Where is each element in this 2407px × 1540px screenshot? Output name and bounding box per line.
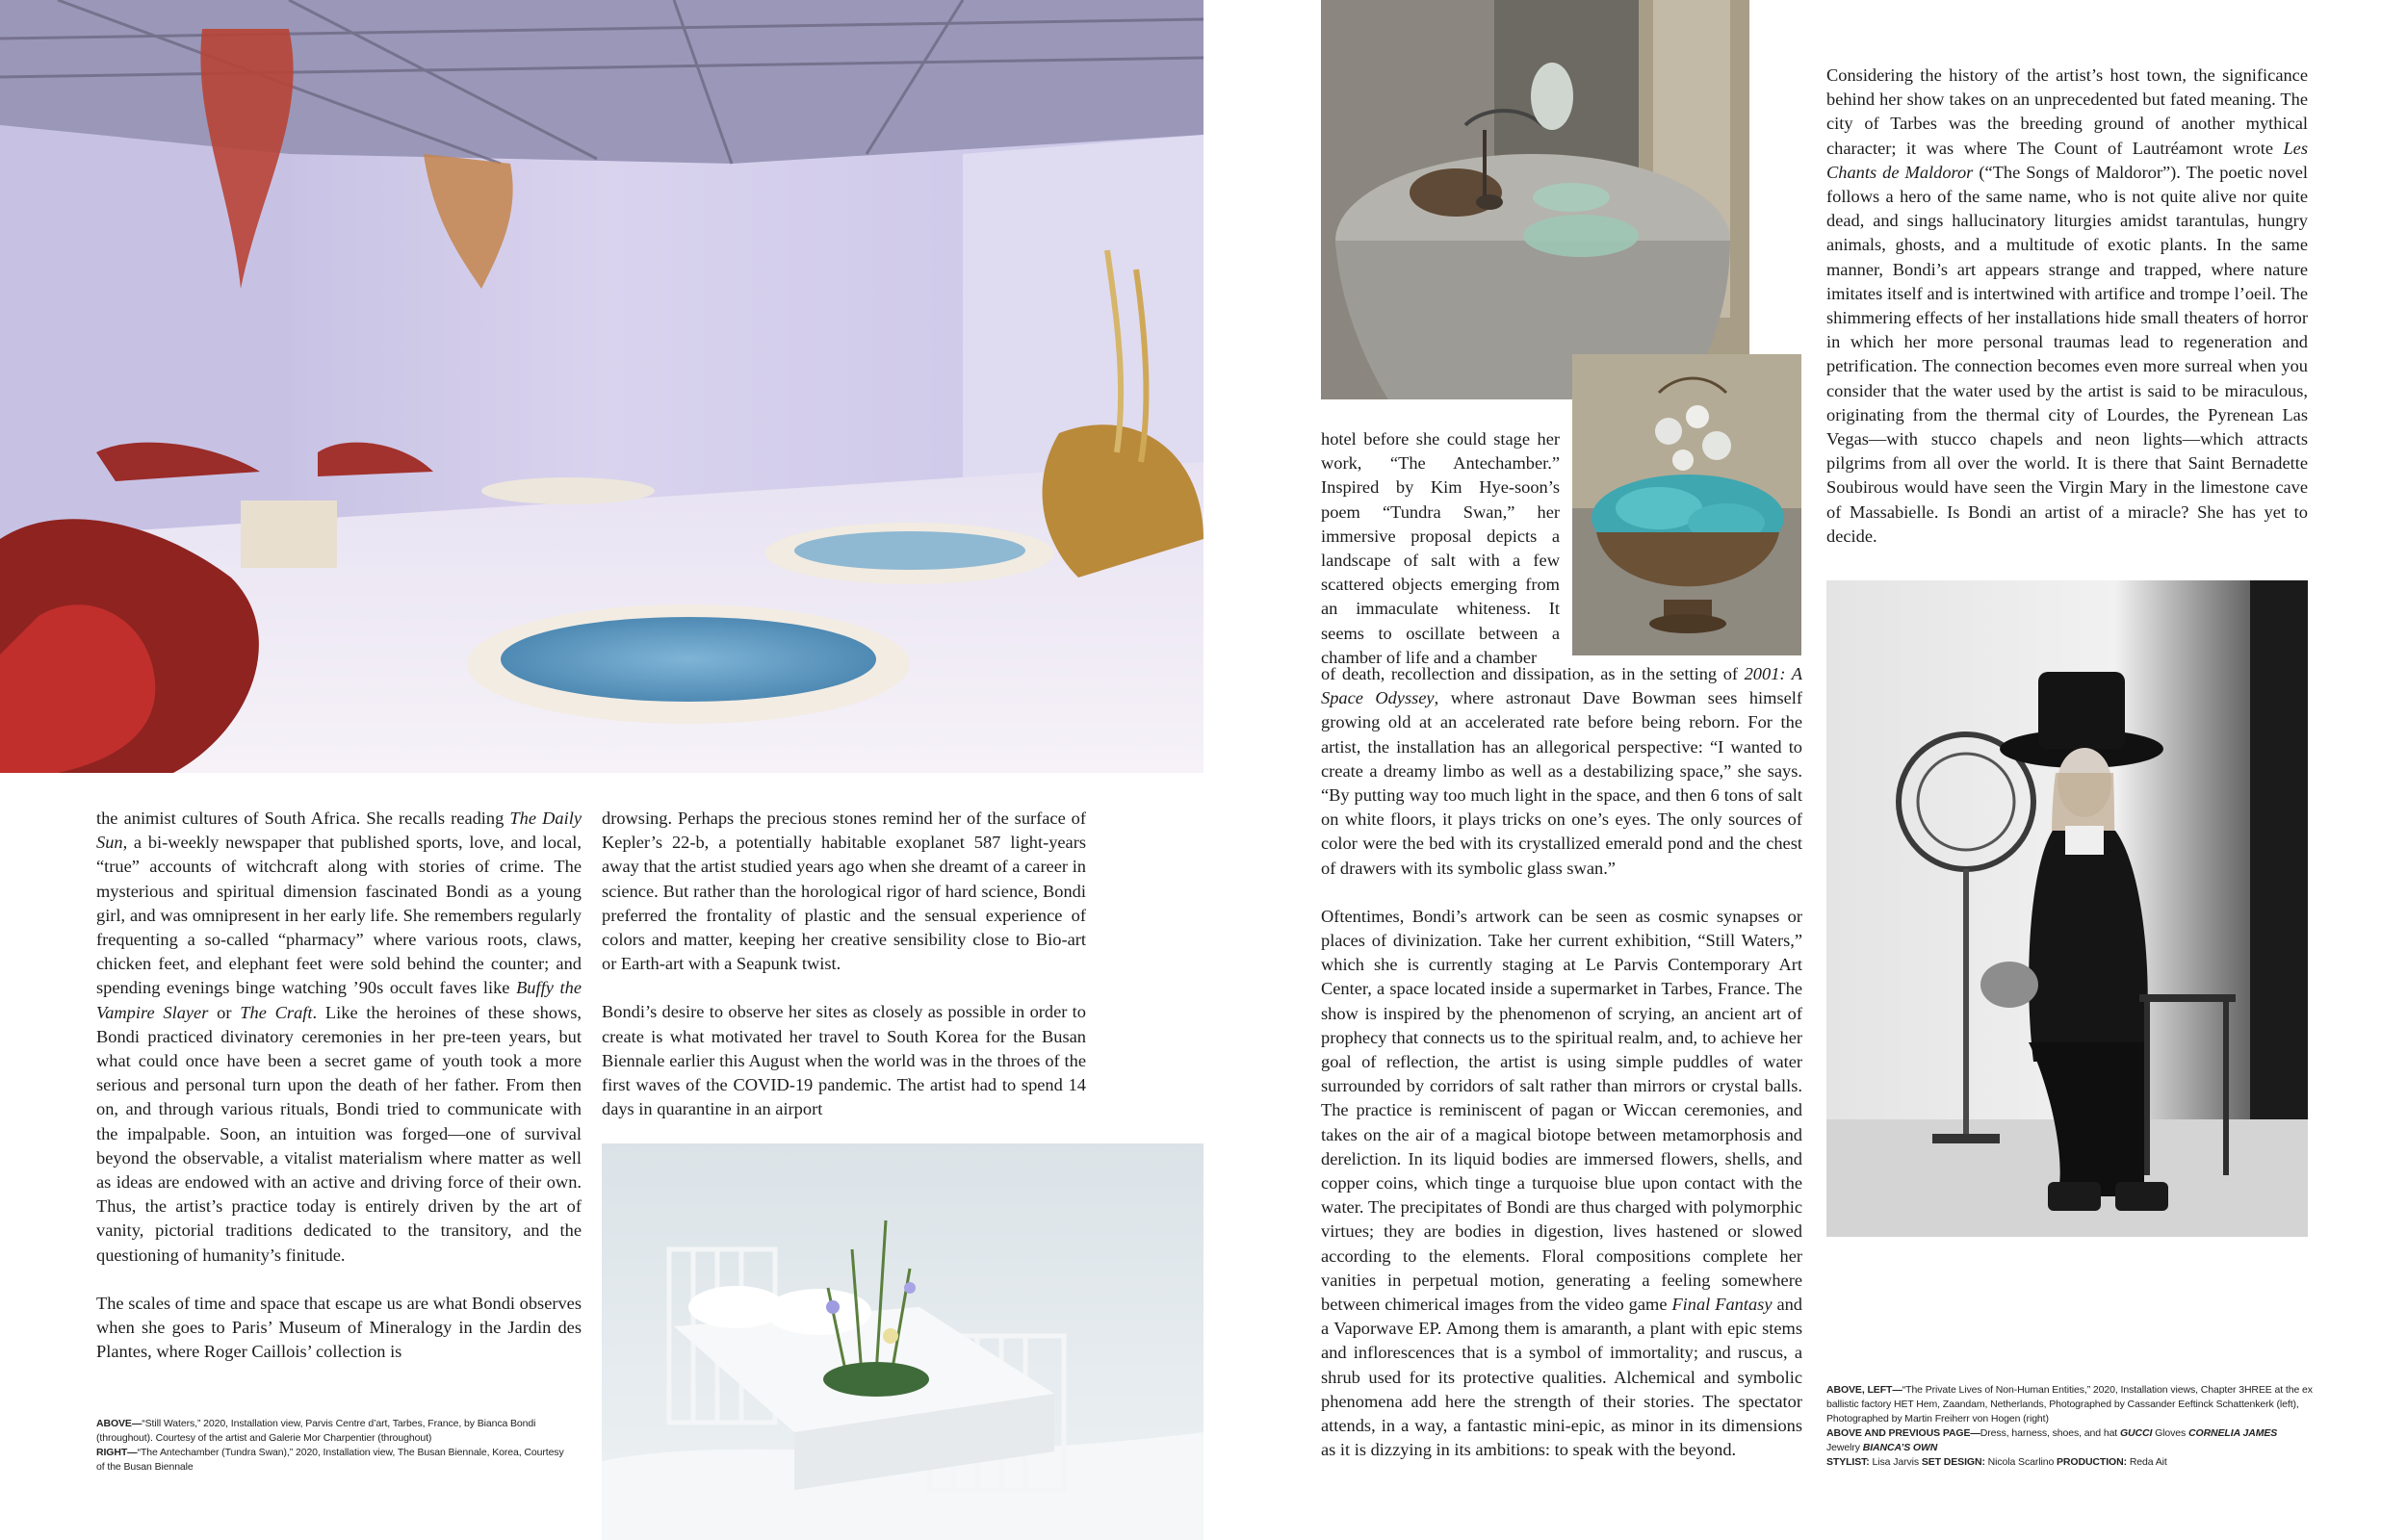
body-paragraph bbox=[1321, 662, 1802, 881]
text-run: hotel before she could stage her work, “The Antechamber.” Inspired by Kim Hye-soon’s poem “Tundra Swan,” her immersive proposal depicts a landscape of salt with a few scattered objects emerging from an immaculate whiteness. It seems to oscillate between a chamber of life and a chamber bbox=[1321, 429, 1560, 667]
text-run: Bondi’s desire to observe her sites as closely as possible in order to create is what motivated her travel to South Korea for the Busan Biennale earlier this August when the world was in the throes of the first waves of the COVID-19 pandemic. The artist had to spend 14 days in quarantine in an airport bbox=[602, 1002, 1086, 1119]
italic-title-run: The Daily Sun bbox=[96, 808, 582, 853]
caption-right: RIGHT—“The Antechamber (Tundra Swan),” 2020, Installation view, The Busan Biennale, Korea, Courtesy of the Busan Biennale bbox=[96, 1447, 564, 1473]
right-photo-caption bbox=[1826, 1383, 2313, 1470]
caption-line-2: ABOVE AND PREVIOUS PAGE—Dress, harness, shoes, and hat GUCCI Gloves CORNELIA JAMES bbox=[1826, 1427, 2278, 1439]
text-run: , a bi-weekly newspaper that published sports, love, and local, “true” accounts of witchcraft along with stories of crime. The mysterious and spiritual dimension fascinated Bondi as a young girl, and was omnipresent in her early life. She remembers regularly frequenting a so-called “pharmacy” where various roots, claws, chicken feet, and elephant feet were sold behind the counter; and spending evenings binge watching ’90s occult faves like bbox=[96, 833, 582, 998]
caption-line-1: ABOVE, LEFT—“The Private Lives of Non-Human Entities,” 2020, Installation views, Chapter 3HREE at the ex ballistic factory HET Hem, Zaandam, Netherlands, Photographed by Cassander Eeftinck Schattenkerk (left), Photographed by Martin Freiherr von Hogen (right) bbox=[1826, 1384, 2313, 1424]
body-paragraph bbox=[1321, 905, 1802, 1463]
text-run: or bbox=[208, 1002, 241, 1022]
artist-portrait-photo bbox=[1826, 580, 2308, 1237]
body-paragraph bbox=[602, 1000, 1086, 1121]
text-run: and a Vaporwave EP. Among them is amaranth, a plant with epic stems and inflorescences that is a symbol of immortality; and ruscus, a shrub used for its protective qualities. Alchemical and symbolic phenomena add here the strength of their stories. The spectator attends, in a way, a fantastic mini-epic, as minor in its dimensions as it is dizzying in its ambitions: to speak with the beyond. bbox=[1321, 1295, 1802, 1460]
text-run: Oftentimes, Bondi’s artwork can be seen as cosmic synapses or places of divinization. Take her current exhibition, “Still Waters,” which she is currently staging at Le Parvis Contemporary Art Center, a space located inside a supermarket in Tarbes, France. The show is inspired by the phenomenon of scrying, an ancient art of prophecy that connects us to the spiritual realm, and, to achieve her goal of reflection, the artist is using simple puddles of water surrounded by corridors of salt rather than mirrors or crystal balls. The practice is reminiscent of pagan or Wiccan ceremonies, and takes on the air of a magical biotope between metamorphosis and dereliction. In its liquid bodies are immersed flowers, shells, and copper coins, which tinge a turquoise blue upon contact with the water. The precipitates of Bondi are thus charged with polymorphic virtues; they are bodies in digestion, lives hastened or slowed according to the elements. Floral compositions complete her vanities in perpetual motion, generating a feeling somewhere between chimerical images from the video game bbox=[1321, 906, 1802, 1315]
italic-title-run: Buffy the Vampire Slayer bbox=[96, 978, 582, 1022]
body-paragraph bbox=[96, 807, 582, 1268]
table-installation-photo bbox=[1321, 0, 1749, 399]
left-column-1 bbox=[96, 807, 582, 1364]
left-column-2 bbox=[602, 807, 1086, 1121]
italic-title-run: Les Chants de Maldoror bbox=[1826, 138, 2308, 182]
italic-title-run: Final Fantasy bbox=[1671, 1295, 1773, 1315]
right-column-1-narrow bbox=[1321, 427, 1560, 670]
right-column-1 bbox=[1321, 662, 1802, 1463]
bowl-installation-photo bbox=[1572, 354, 1801, 655]
italic-title-run: 2001: A Space Odyssey bbox=[1321, 664, 1802, 708]
text-run: The scales of time and space that escape us are what Bondi observes when she goes to Paris’ Museum of Mineralogy in the Jardin des Plantes, where Roger Caillois’ collection is bbox=[96, 1293, 582, 1362]
caption-line-3: Jewelry BIANCA’S OWN bbox=[1826, 1442, 1938, 1453]
body-paragraph bbox=[1826, 64, 2308, 549]
text-run: . Like the heroines of these shows, Bondi practiced divinatory ceremonies in her pre-teen years, but what could once have been a secret game of youth took a more serious and personal turn upon the death of her father. From then on, and through various rituals, Bondi tried to communicate with the impalpable. Soon, an intuition was forged—one of survival beyond the observable, a vitalist materialism where matter as well as ideas are endowed with an active and driving force of their own. Thus, the artist’s practice today is entirely driven by the art of vanity, pictorial traditions dedicated to the transitory, and the questioning of humanity’s finitude. bbox=[96, 1002, 582, 1265]
body-paragraph bbox=[1321, 427, 1560, 670]
text-run: (“The Songs of Maldoror”). The poetic novel follows a hero of the same name, who is not quite alive nor quite dead, and sings hallucinatory liturgies amidst tarantulas, hungry animals, ghosts, and a multitude of exotic plants. In the same manner, Bondi’s art appears strange and trapped, where nature imitates itself and is intertwined with artifice and trompe l’oeil. The shimmering effects of her installations hide small theaters of horror in which her more personal traumas lead to regeneration and petrification. The connection becomes even more surreal when you consider that the water used by the artist is said to be miraculous, originating from the thermal city of Lourdes, the Pyrenean Las Vegas—with stucco chapels and neon lights—which attracts pilgrims from all over the world. It is there that Saint Bernadette Soubirous would have seen the Virgin Mary in the limestone cave of Massabielle. Is Bondi an artist of a miracle? She has yet to decide. bbox=[1826, 162, 2308, 546]
caption-above: ABOVE—“Still Waters,” 2020, Installation view, Parvis Centre d’art, Tarbes, France, by Bianca Bondi (throughout). Courtesy of the artist and Galerie Mor Charpentier (throughout) bbox=[96, 1418, 536, 1444]
text-run: of death, recollection and dissipation, as in the setting of bbox=[1321, 664, 1745, 683]
text-run: Considering the history of the artist’s host town, the significance behind her show takes on an unprecedented but fated meaning. The city of Tarbes was the breeding ground of another mythical character; it was where The Count of Lautréamont wrote bbox=[1826, 65, 2308, 158]
text-run: drowsing. Perhaps the precious stones remind her of the surface of Kepler’s 22-b, a potentially habitable exoplanet 587 light-years away that the artist studied years ago when she dreamt of a career in science. But rather than the horological rigor of hard science, Bondi preferred the frontality of plastic and the sensual experience of colors and matter, keeping her creative sensibility close to Bio-art or Earth-art with a Seapunk twist. bbox=[602, 808, 1086, 974]
bed-installation-photo bbox=[602, 1143, 1204, 1540]
italic-title-run: The Craft bbox=[240, 1002, 313, 1022]
body-paragraph bbox=[602, 807, 1086, 976]
body-paragraph bbox=[96, 1292, 582, 1365]
left-photo-caption bbox=[96, 1417, 568, 1475]
text-run: , where astronaut Dave Bowman sees himself growing old at an accelerated rate before being reborn. For the artist, the installation has an allegorical perspective: “I wanted to create a dreamy limbo as well as a destabilizing space,” she says. “By putting way too much light in the space, and then 6 tons of salt on white floors, it plays tricks on one’s eyes. The only sources of color were the bed with its crystallized emerald pond and the chest of drawers with its symbolic glass swan.” bbox=[1321, 688, 1803, 878]
caption-line-4: STYLIST: Lisa Jarvis SET DESIGN: Nicola Scarlino PRODUCTION: Reda Ait bbox=[1826, 1456, 2167, 1468]
right-column-2 bbox=[1826, 64, 2308, 549]
gallery-installation-photo bbox=[0, 0, 1204, 773]
text-run: the animist cultures of South Africa. She recalls reading bbox=[96, 808, 510, 828]
